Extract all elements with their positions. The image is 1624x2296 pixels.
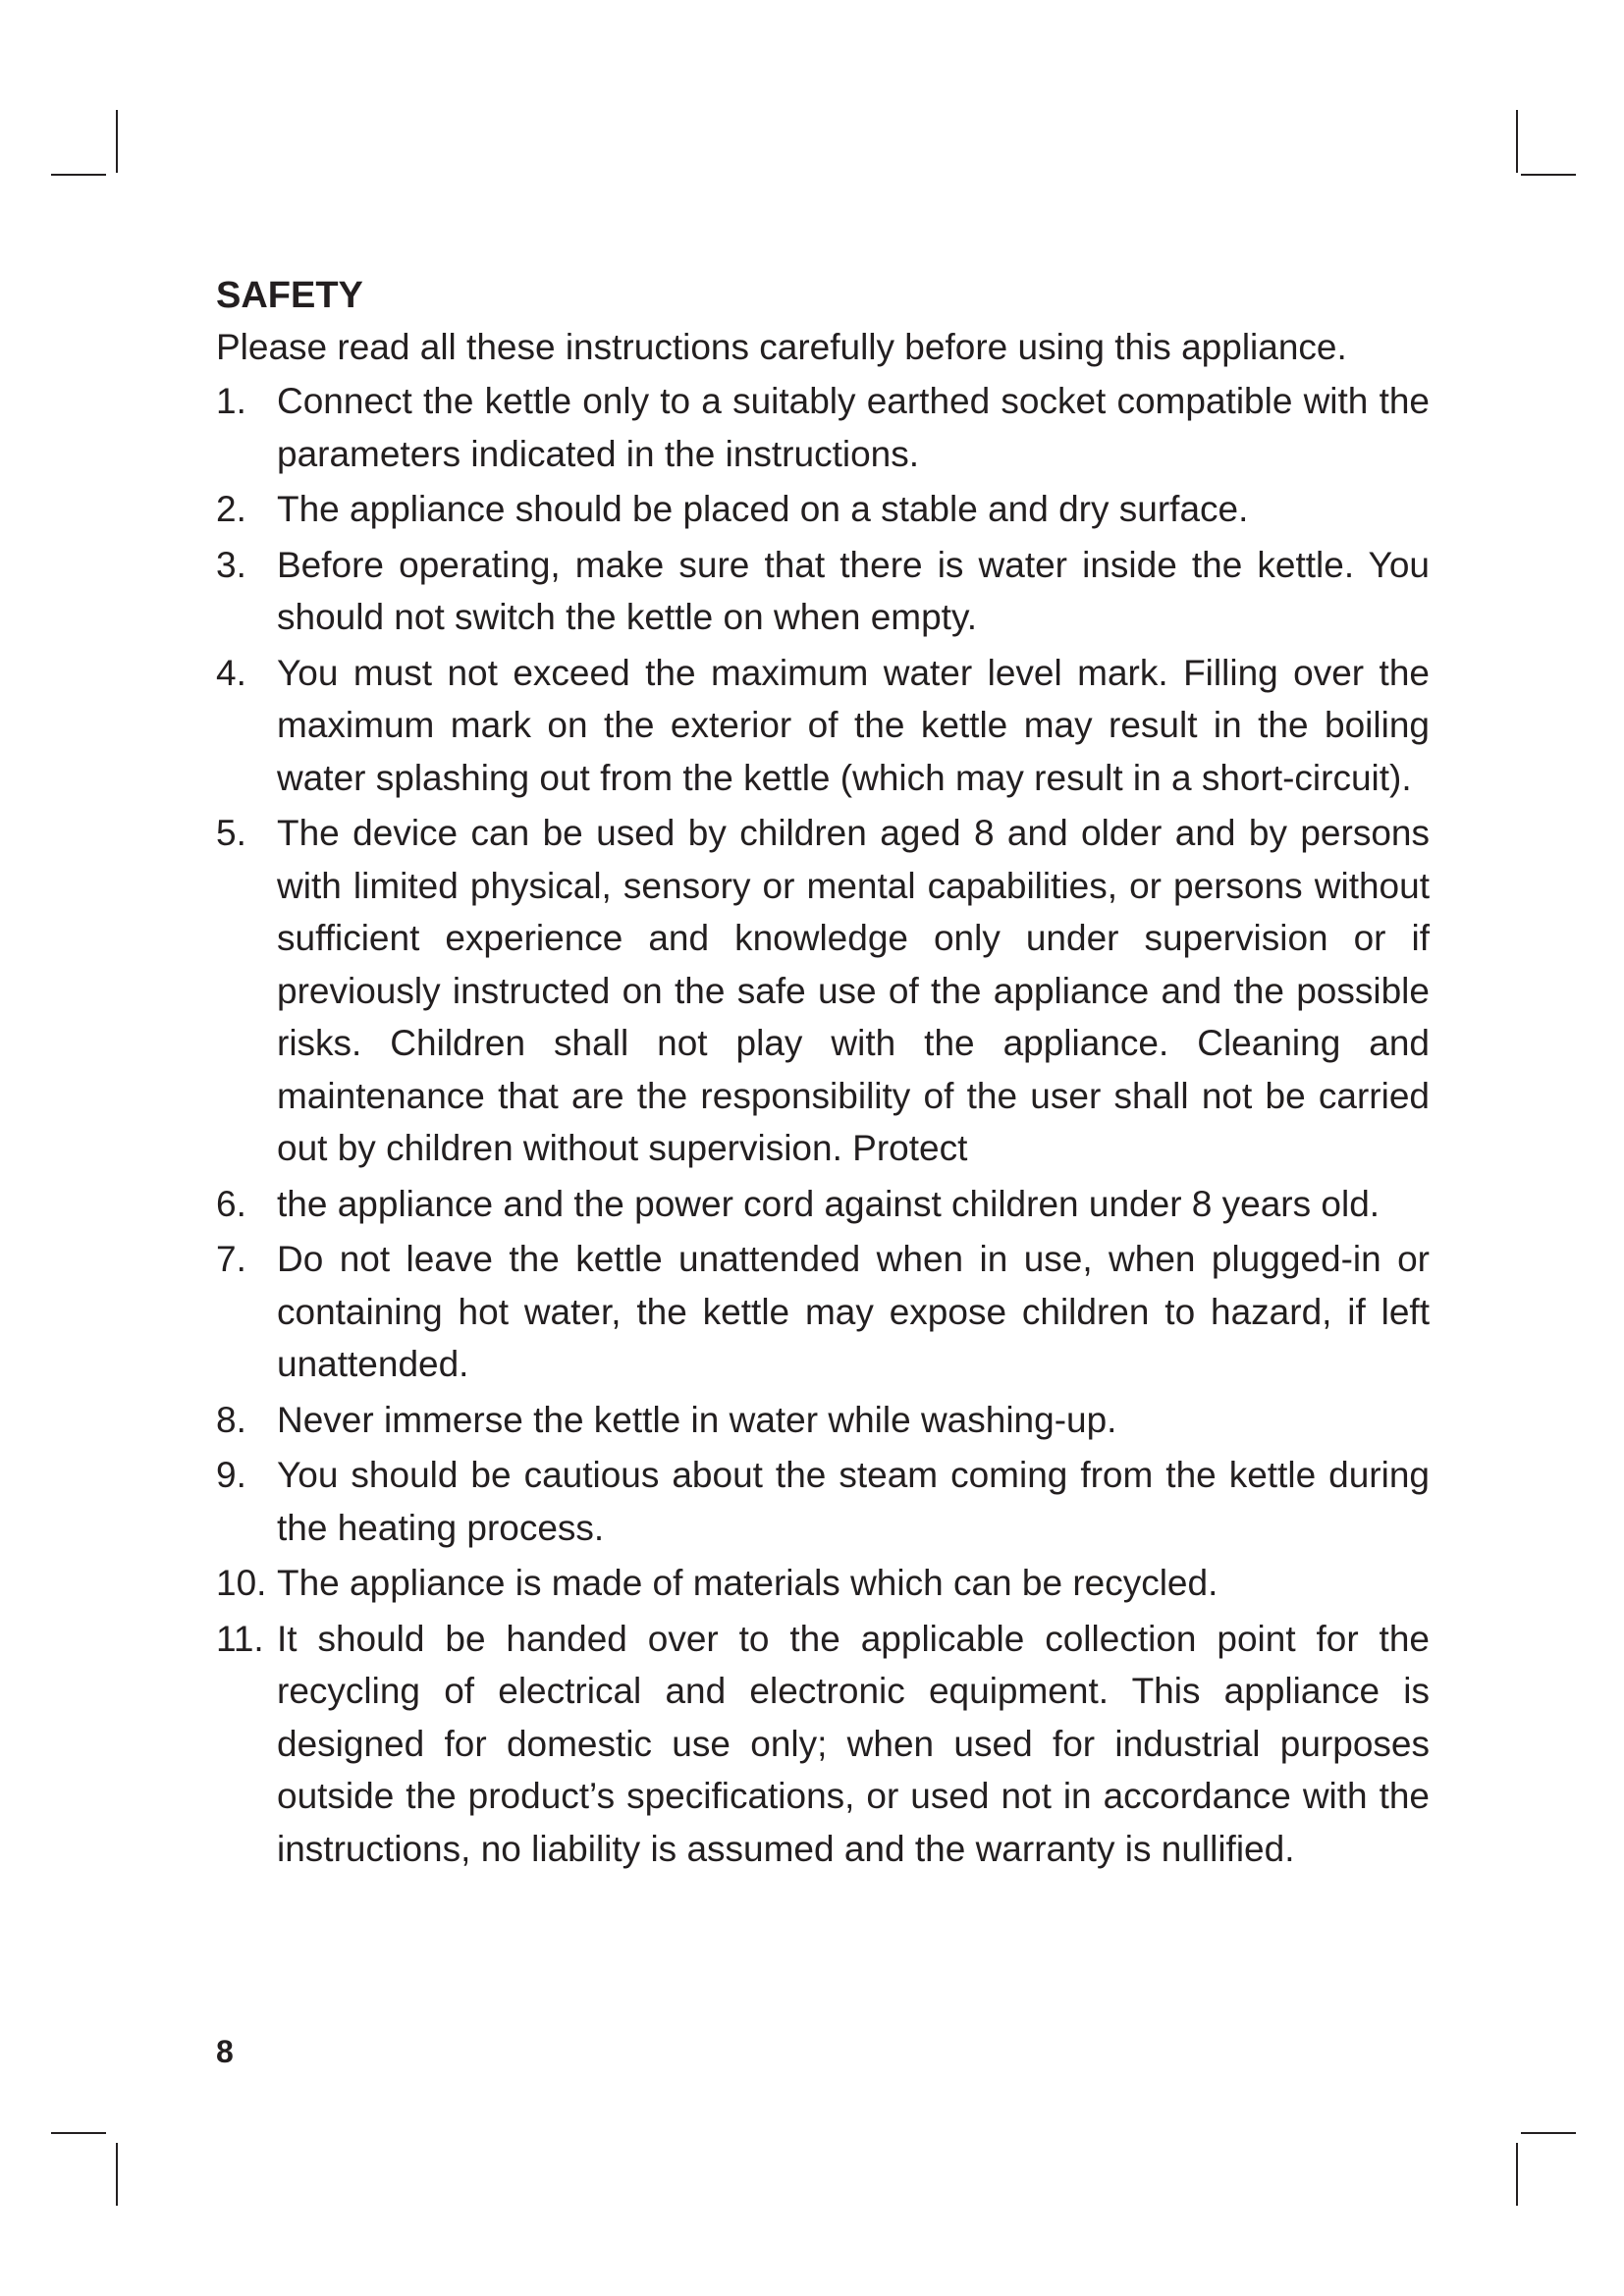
list-item	[216, 539, 1430, 644]
item-text: The device can be used by children aged 8 and older and by persons with limited physical, sensory or mental capabilities, or persons without sufficient experience and knowledge only under supervision or if previously instructed on the safe use of the appliance and the possible risks. Children shall not play with the appliance. Cleaning and maintenance that are the responsibility of the user shall not be carried out by children without supervision. Protect	[277, 813, 1430, 1168]
item-text: You should be cautious about the steam coming from the kettle during the heating process.	[277, 1455, 1430, 1548]
crop-mark-top-left-horizontal	[51, 174, 106, 176]
item-number: 2.	[216, 489, 246, 529]
item-number: 7.	[216, 1239, 246, 1279]
safety-section	[216, 271, 1430, 1878]
crop-mark-bottom-left-vertical	[116, 2143, 118, 2206]
item-text: You must not exceed the maximum water level mark. Filling over the maximum mark on the exterior of the kettle may result in the boiling water splashing out from the kettle (which may result in a short-circuit).	[277, 652, 1430, 798]
item-number: 9.	[216, 1455, 246, 1495]
item-text: the appliance and the power cord against children under 8 years old.	[277, 1183, 1380, 1224]
crop-mark-top-right-horizontal	[1521, 174, 1576, 176]
list-item	[216, 375, 1430, 480]
item-number: 1.	[216, 381, 246, 421]
list-item	[216, 1449, 1430, 1554]
list-item	[216, 807, 1430, 1175]
list-item	[216, 1233, 1430, 1391]
item-text: The appliance should be placed on a stable and dry surface.	[277, 489, 1249, 529]
crop-mark-bottom-right-horizontal	[1521, 2132, 1576, 2134]
item-number: 8.	[216, 1399, 246, 1440]
crop-mark-bottom-left-horizontal	[51, 2132, 106, 2134]
intro-text: Please read all these instructions carefully before using this appliance.	[216, 327, 1347, 367]
item-number: 4.	[216, 652, 246, 693]
list-item	[216, 1613, 1430, 1876]
page-number: 8	[216, 2034, 234, 2069]
list-item	[216, 647, 1430, 805]
item-text: Before operating, make sure that there is water inside the kettle. You should not switch the kettle on when empty.	[277, 544, 1430, 637]
item-text: Do not leave the kettle unattended when in use, when plugged-in or containing hot water, the kettle may expose children to hazard, if left unattended.	[277, 1239, 1430, 1384]
item-text: Connect the kettle only to a suitably earthed socket compatible with the parameters indicated in the instructions.	[277, 381, 1430, 474]
item-number: 6.	[216, 1183, 246, 1224]
list-item	[216, 483, 1430, 536]
item-number: 5.	[216, 813, 246, 853]
item-number: 10.	[216, 1563, 267, 1603]
crop-mark-top-right-vertical	[1516, 110, 1518, 173]
item-text: The appliance is made of materials which can be recycled.	[277, 1563, 1218, 1603]
section-heading: SAFETY	[216, 275, 363, 316]
safety-instructions-list	[216, 375, 1430, 1875]
item-text: Never immerse the kettle in water while washing-up.	[277, 1399, 1117, 1440]
item-number: 11.	[216, 1618, 264, 1659]
crop-mark-bottom-right-vertical	[1516, 2143, 1518, 2206]
list-item	[216, 1557, 1430, 1610]
crop-mark-top-left-vertical	[116, 110, 118, 173]
item-number: 3.	[216, 544, 246, 585]
item-text: It should be handed over to the applicable collection point for the recycling of electrical and electronic equipment. This appliance is designed for domestic use only; when used for industrial purposes outside the product’s specifications, or used not in accordance with the instructions, no liability is assumed and the warranty is nullified.	[277, 1618, 1430, 1869]
list-item	[216, 1178, 1430, 1231]
list-item	[216, 1394, 1430, 1447]
